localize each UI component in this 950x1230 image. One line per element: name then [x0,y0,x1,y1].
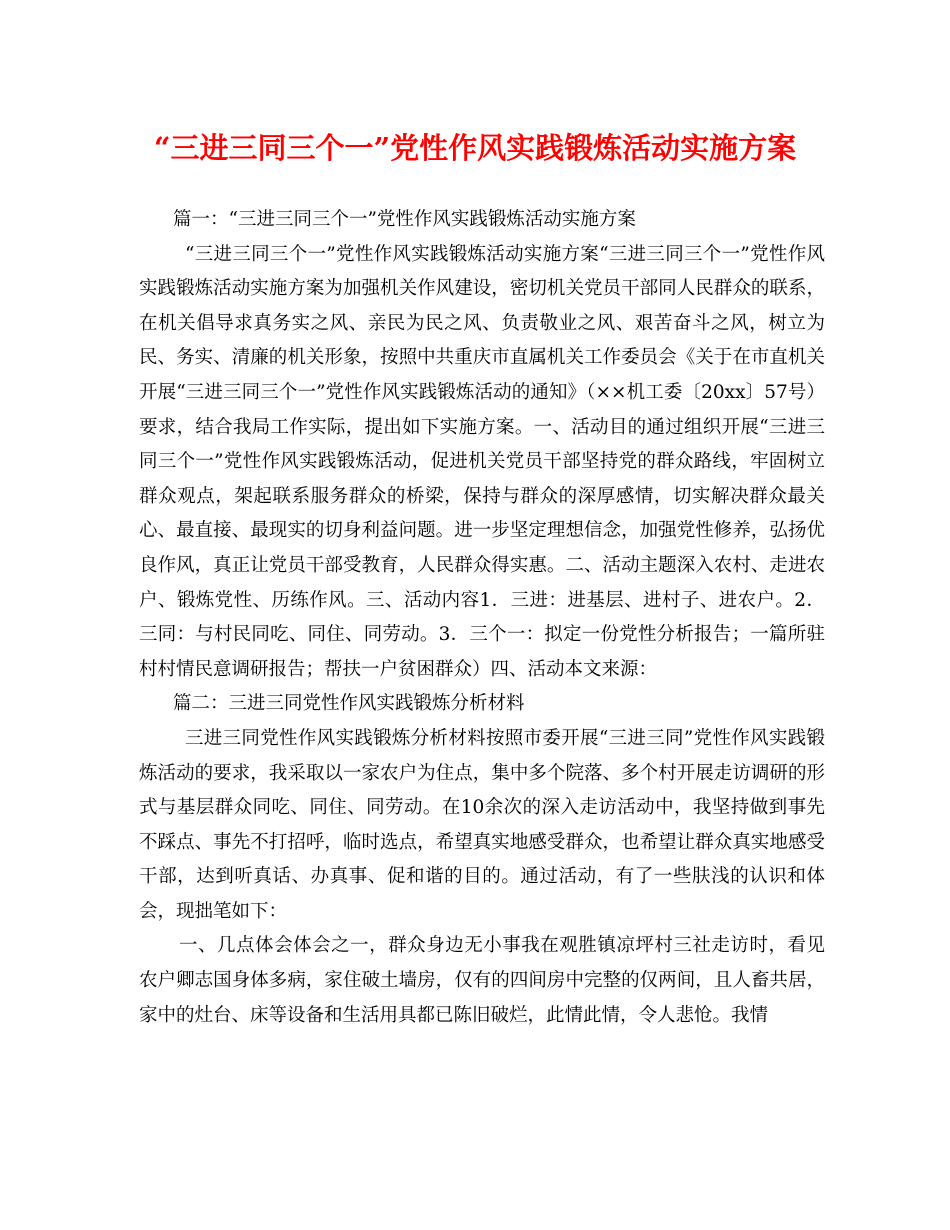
section-1-heading: 篇一：“三进三同三个一”党性作风实践锻炼活动实施方案 [173,209,636,230]
document-title: “三进三同三个一”党性作风实践锻炼活动实施方案 [153,131,797,165]
section-2-heading: 篇二：三进三同党性作风实践锻炼分析材料 [173,693,525,715]
section-2-paragraph-2: 一、几点体会体会之一，群众身边无小事我在观胜镇凉坪村三社走访时，看见农户卿志国身体多病，家住破土墙房，仅有的四间房中完整的仅两间，且人畜共居，家中的灶台、床等设备和生活用具都已陈旧破烂，此情此情，令人悲怆。我情 [139,935,825,1026]
document-body [139,203,825,1033]
section-1-paragraph: “三进三同三个一”党性作风实践锻炼活动实施方案“三进三同三个一”党性作风实践锻炼活动实施方案为加强机关作风建设，密切机关党员干部同人民群众的联系，在机关倡导求真务实之风、亲民为民之风、负责敬业之风、艰苦奋斗之风，树立为民、务实、清廉的机关形象，按照中共重庆市直属机关工作委员会《关于在市直机关开展“三进三同三个一”党性作风实践锻炼活动的通知》（××机工委〔20xx〕57号）要求，结合我局工作实际，提出如下实施方案。一、活动目的通过组织开展“三进三同三个一”党性作风实践锻炼活动，促进机关党员干部坚持党的群众路线，牢固树立群众观点，架起联系服务群众的桥梁，保持与群众的深厚感情，切实解决群众最关心、最直接、最现实的切身利益问题。进一步坚定理想信念，加强党性修养，弘扬优良作风，真正让党员干部受教育，人民群众得实惠。二、活动主题深入农村、走进农户、锻炼党性、历练作风。三、活动内容1．三进：进基层、进村子、进农户。2．三同：与村民同吃、同住、同劳动。3．三个一：拟定一份党性分析报告；一篇所驻村村情民意调研报告；帮扶一户贫困群众）四、活动本文来源： [139,243,825,680]
section-2-paragraph-1: 三进三同党性作风实践锻炼分析材料按照市委开展“三进三同”党性作风实践锻炼活动的要求，我采取以一家农户为住点，集中多个院落、多个村开展走访调研的形式与基层群众同吃、同住、同劳动。在10余次的深入走访活动中，我坚持做到事先不踩点、事先不打招呼，临时选点，希望真实地感受群众，也希望让群众真实地感受干部，达到听真话、办真事、促和谐的目的。通过活动，有了一些肤浅的认识和体会，现拙笔如下： [139,727,825,922]
